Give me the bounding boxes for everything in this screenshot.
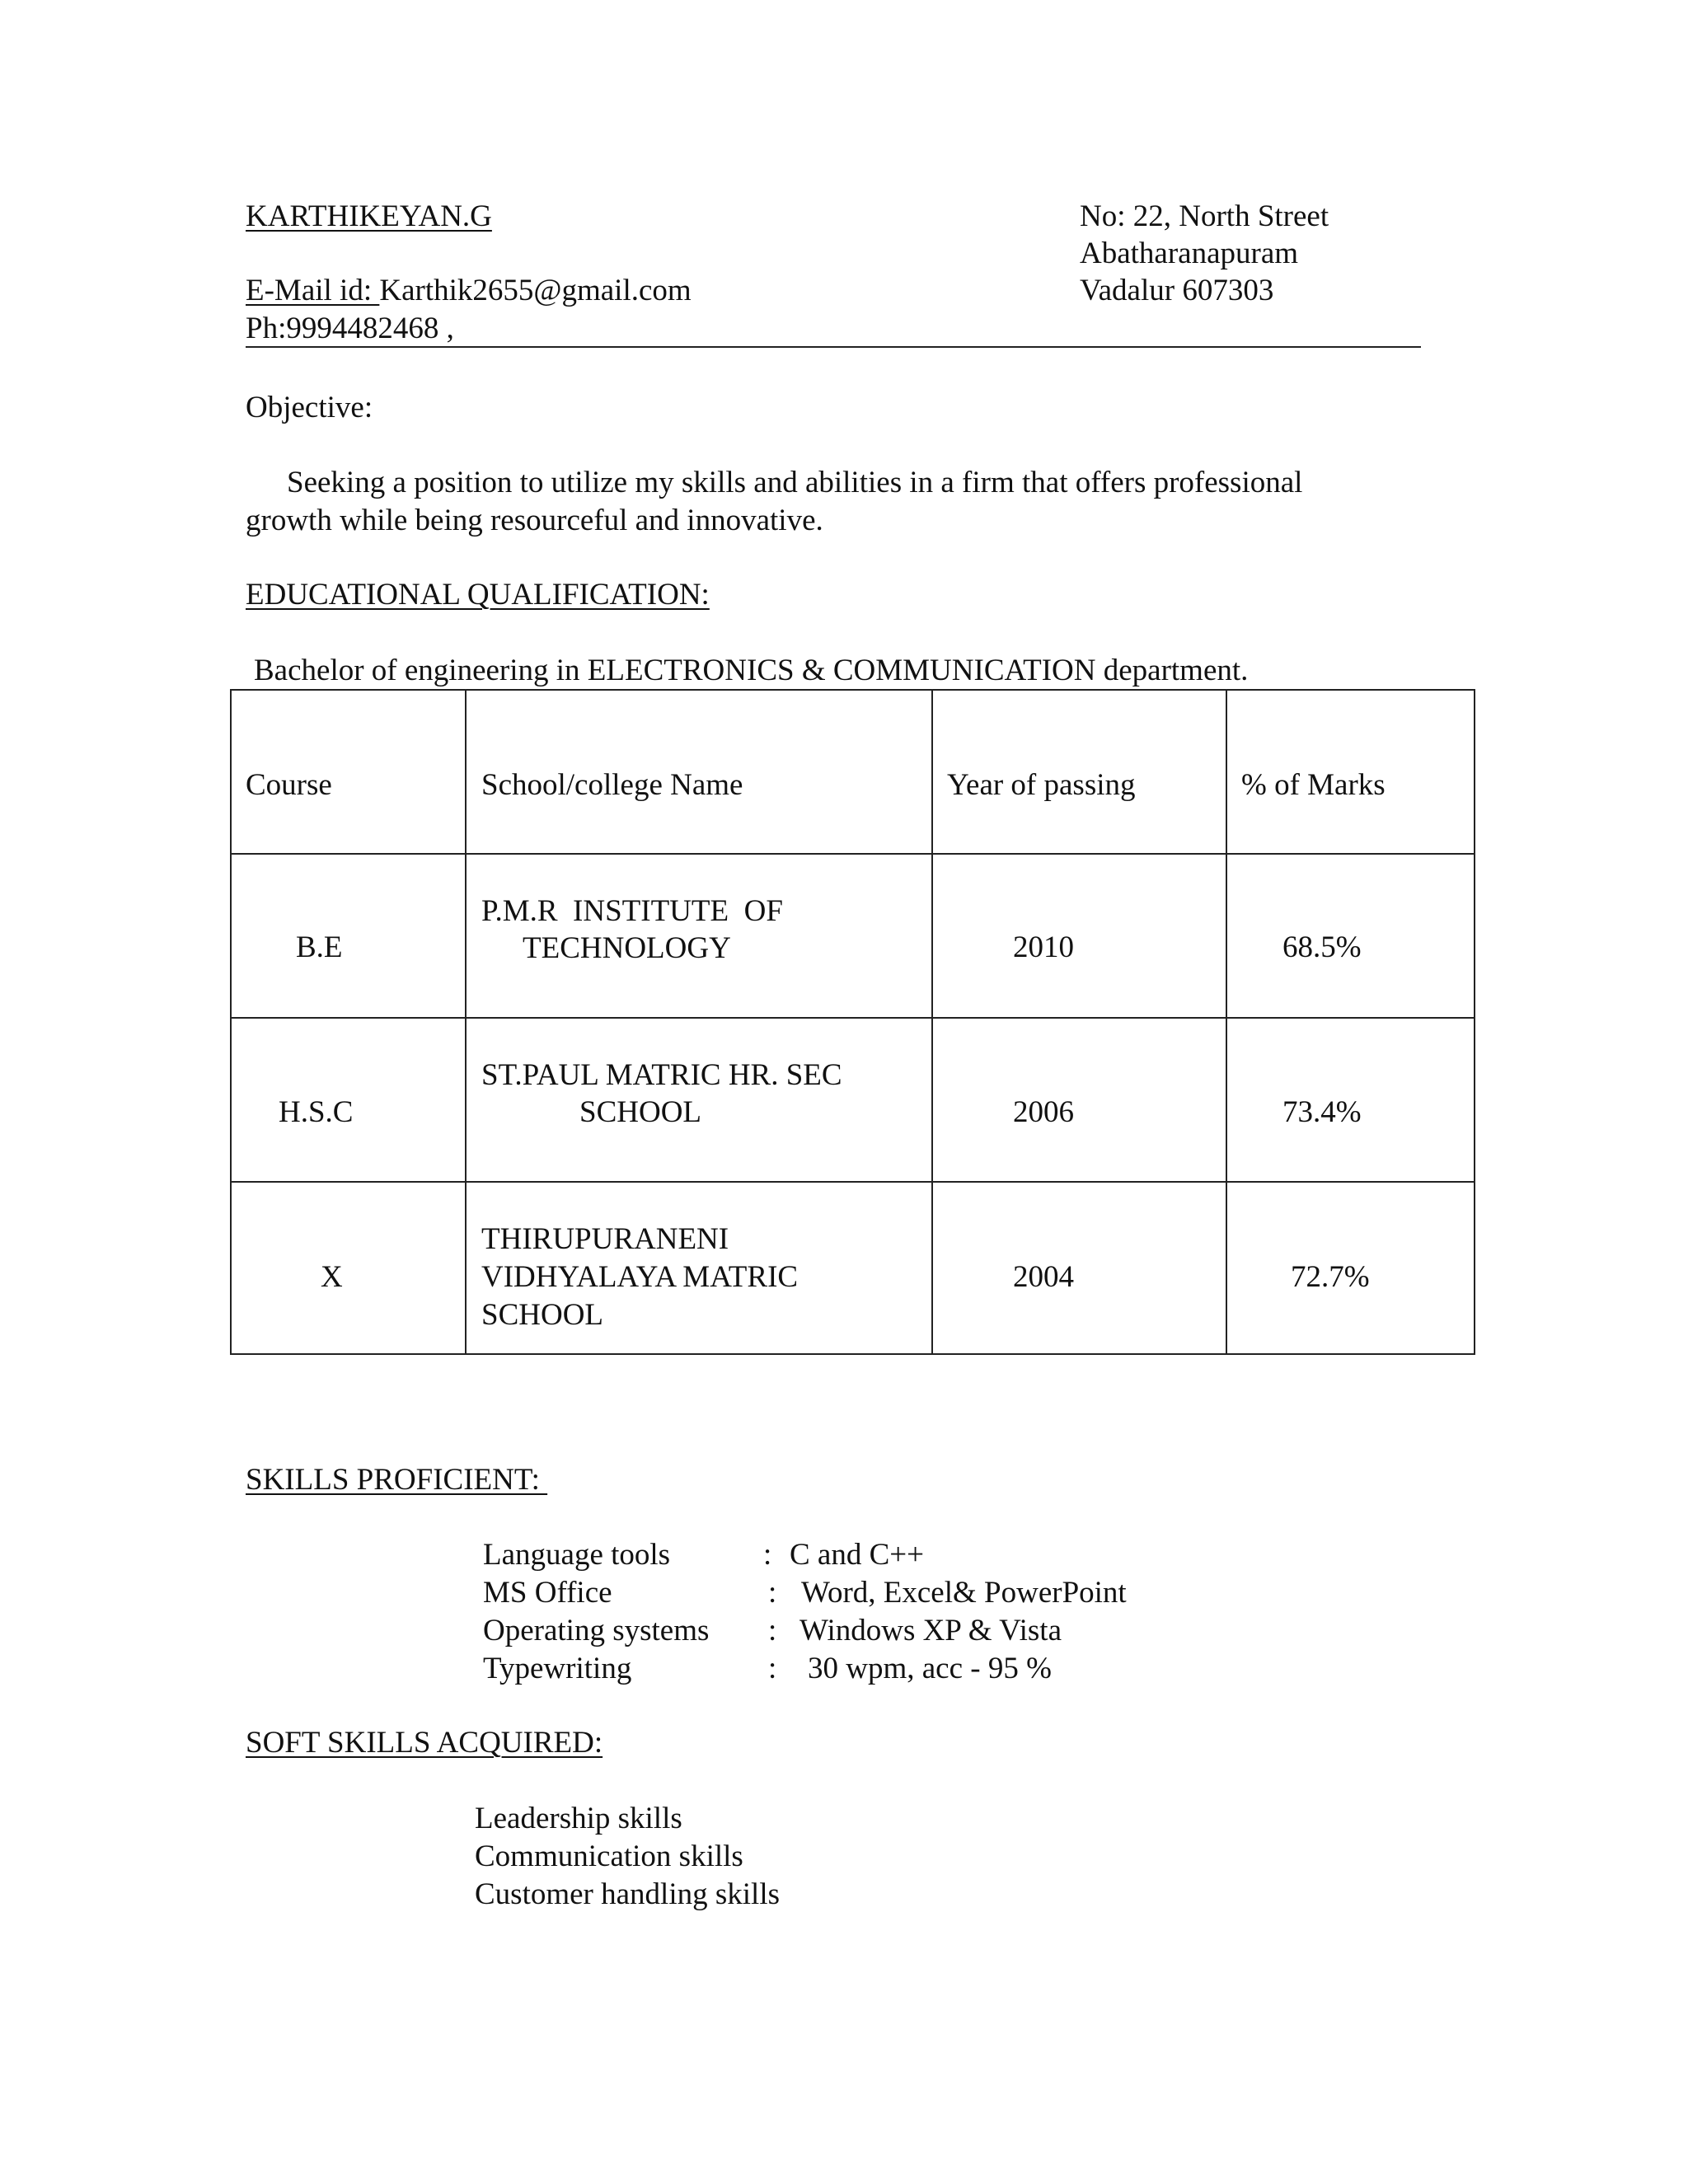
table-row (231, 1018, 1475, 1182)
skill-label: MS Office (483, 1576, 612, 1610)
education-table (230, 689, 1475, 1355)
skill-label: Language tools (483, 1538, 671, 1572)
marks-cell: 72.7% (1291, 1260, 1370, 1294)
skill-value: Windows XP & Vista (799, 1614, 1062, 1647)
email-label: E-Mail id: (246, 274, 380, 307)
table-cell (231, 854, 466, 1018)
table-cell (932, 1182, 1226, 1354)
course-cell: H.S.C (279, 1095, 354, 1129)
marks-cell: 68.5% (1282, 930, 1362, 964)
table-cell (1226, 854, 1475, 1018)
objective-line-1: Seeking a position to utilize my skills and abilities in a firm that offers professional (287, 466, 1303, 499)
email-line (246, 272, 692, 310)
address-line-2: Abatharanapuram (1080, 237, 1299, 270)
school-cell-line: SCHOOL (481, 1298, 604, 1332)
marks-cell: 73.4% (1282, 1095, 1362, 1129)
skill-label: Typewriting (483, 1652, 632, 1685)
table-header-cell (231, 690, 466, 854)
address-line-3: Vadalur 607303 (1080, 274, 1274, 307)
school-cell-line: ST.PAUL MATRIC HR. SEC (481, 1058, 842, 1092)
year-cell: 2004 (1013, 1260, 1074, 1294)
table-header-row (231, 690, 1475, 854)
year-cell: 2010 (1013, 930, 1074, 964)
table-cell (932, 854, 1226, 1018)
email-value: Karthik2655@gmail.com (379, 274, 692, 307)
table-row (231, 854, 1475, 1018)
course-cell: X (321, 1260, 343, 1294)
phone: Ph:9994482468 , (246, 312, 454, 345)
table-row (231, 1182, 1475, 1354)
table-cell (466, 854, 932, 1018)
education-heading: EDUCATIONAL QUALIFICATION: (246, 578, 710, 612)
header-school: School/college Name (481, 768, 743, 802)
header-marks: % of Marks (1241, 768, 1386, 802)
soft-skills-heading: SOFT SKILLS ACQUIRED: (246, 1726, 603, 1760)
table-header-cell (1226, 690, 1475, 854)
table-cell (1226, 1182, 1475, 1354)
table-header-cell (932, 690, 1226, 854)
table-cell (231, 1182, 466, 1354)
degree-line: Bachelor of engineering in ELECTRONICS & COMMUNICATION department. (254, 654, 1249, 687)
skill-separator: : (763, 1538, 772, 1572)
school-cell-line: SCHOOL (579, 1095, 702, 1129)
header-divider (246, 346, 1421, 348)
table-cell (231, 1018, 466, 1182)
table-cell (466, 1182, 932, 1354)
skill-value: 30 wpm, acc - 95 % (808, 1652, 1052, 1685)
candidate-name: KARTHIKEYAN.G (246, 199, 492, 233)
table-cell (1226, 1018, 1475, 1182)
table-cell (932, 1018, 1226, 1182)
objective-line-2: growth while being resourceful and innovative. (246, 504, 823, 537)
table-header-cell (466, 690, 932, 854)
skill-label: Operating systems (483, 1614, 710, 1647)
skill-value: C and C++ (790, 1538, 925, 1572)
skill-separator: : (768, 1652, 777, 1685)
school-cell-line: P.M.R INSTITUTE OF (481, 894, 783, 928)
soft-skill-item: Communication skills (475, 1840, 743, 1873)
year-cell: 2006 (1013, 1095, 1074, 1129)
address-line-1: No: 22, North Street (1080, 199, 1329, 233)
skill-separator: : (768, 1614, 777, 1647)
objective-heading: Objective: (246, 391, 373, 424)
table-cell (466, 1018, 932, 1182)
soft-skill-item: Leadership skills (475, 1802, 682, 1835)
school-cell-line: TECHNOLOGY (523, 931, 731, 965)
soft-skill-item: Customer handling skills (475, 1877, 780, 1911)
header-year: Year of passing (947, 768, 1136, 802)
school-cell-line: VIDHYALAYA MATRIC (481, 1260, 799, 1294)
school-cell-line: THIRUPURANENI (481, 1222, 729, 1256)
course-cell: B.E (296, 930, 343, 964)
skill-separator: : (768, 1576, 777, 1610)
skills-heading: SKILLS PROFICIENT: (246, 1463, 548, 1497)
skill-value: Word, Excel& PowerPoint (801, 1576, 1127, 1610)
header-course: Course (246, 768, 332, 802)
